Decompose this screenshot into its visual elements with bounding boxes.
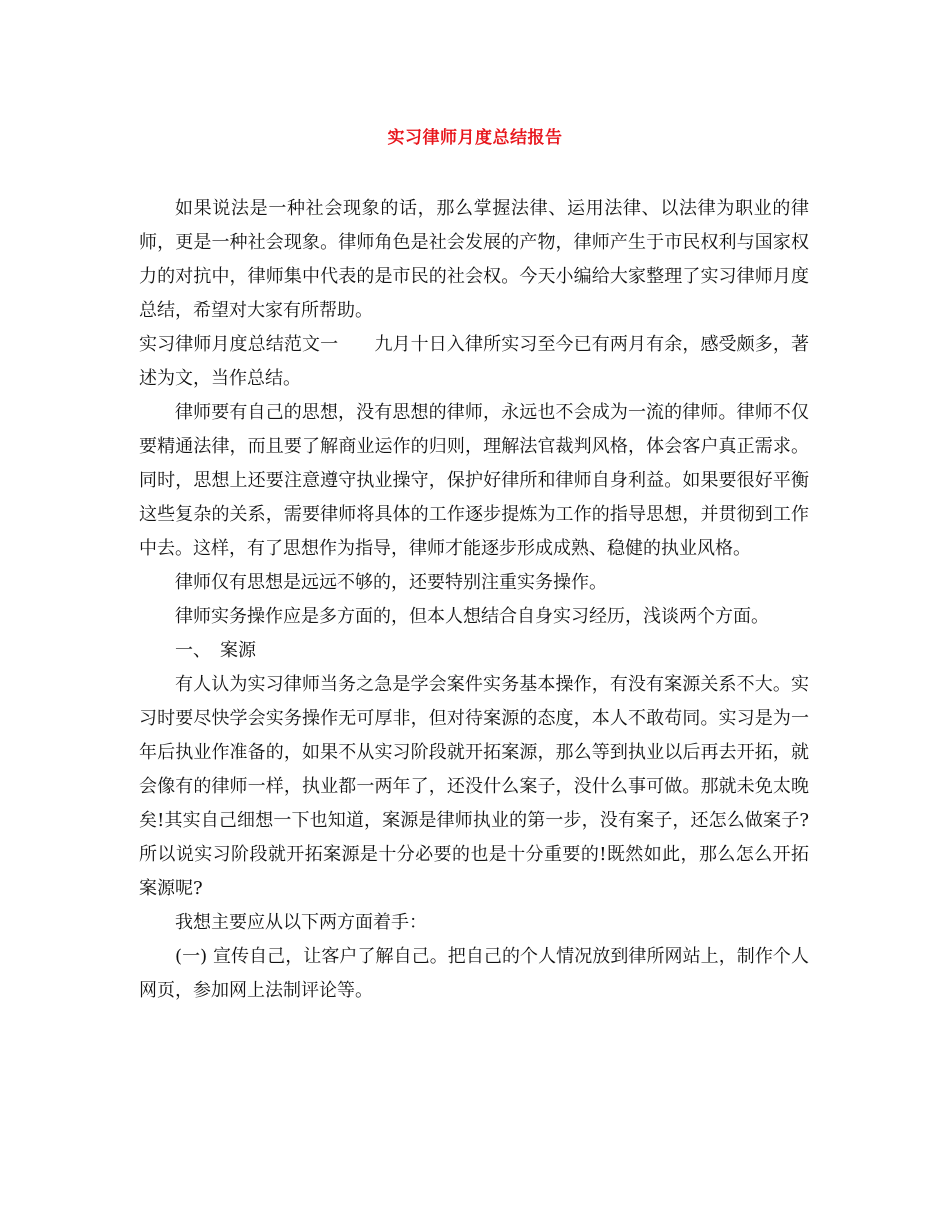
document-body <box>139 192 809 1008</box>
paragraph-intro: 如果说法是一种社会现象的话，那么掌握法律、运用法律、以法律为职业的律师，更是一种社会现象。律师角色是社会发展的产物，律师产生于市民权利与国家权力的对抗中，律师集中代表的是市民的社会权。今天小编给大家整理了实习律师月度总结，希望对大家有所帮助。 <box>139 198 809 321</box>
section-heading-case-source: 一、 案源 <box>175 640 256 661</box>
paragraph-thinking: 律师要有自己的思想，没有思想的律师，永远也不会成为一流的律师。律师不仅要精通法律，而且要了解商业运作的归则，理解法官裁判风格，体会客户真正需求。同时，思想上还要注意遵守执业操守，保护好律所和律师自身利益。如果要很好平衡这些复杂的关系，需要律师将具体的工作逐步提炼为工作的指导思想，并贯彻到工作中去。这样，有了思想作为指导，律师才能逐步形成成熟、稳健的执业风格。 <box>139 402 809 559</box>
document-title: 实习律师月度总结报告 <box>387 128 563 148</box>
paragraph-promote-self: (一) 宣传自己，让客户了解自己。把自己的个人情况放到律所网站上，制作个人网页，参加网上法制评论等。 <box>139 946 809 1001</box>
paragraph-two-aspects: 我想主要应从以下两方面着手： <box>175 912 427 933</box>
paragraph-practice: 律师仅有思想是远远不够的，还要特别注重实务操作。 <box>175 572 607 593</box>
paragraph-sample-heading: 实习律师月度总结范文一 九月十日入律所实习至今已有两月有余，感受颇多，著述为文，当作总结。 <box>139 334 809 389</box>
paragraph-aspects: 律师实务操作应是多方面的，但本人想结合自身实习经历，浅谈两个方面。 <box>175 606 769 627</box>
paragraph-case-source: 有人认为实习律师当务之急是学会案件实务基本操作，有没有案源关系不大。实习时要尽快学会实务操作无可厚非，但对待案源的态度，本人不敢苟同。实习是为一年后执业作准备的，如果不从实习阶段就开拓案源，那么等到执业以后再去开拓，就会像有的律师一样，执业都一两年了，还没什么案子，没什么事可做。那就未免太晚矣!其实自己细想一下也知道，案源是律师执业的第一步，没有案子，还怎么做案子?所以说实习阶段就开拓案源是十分必要的也是十分重要的!既然如此，那么怎么开拓案源呢? <box>139 674 809 899</box>
